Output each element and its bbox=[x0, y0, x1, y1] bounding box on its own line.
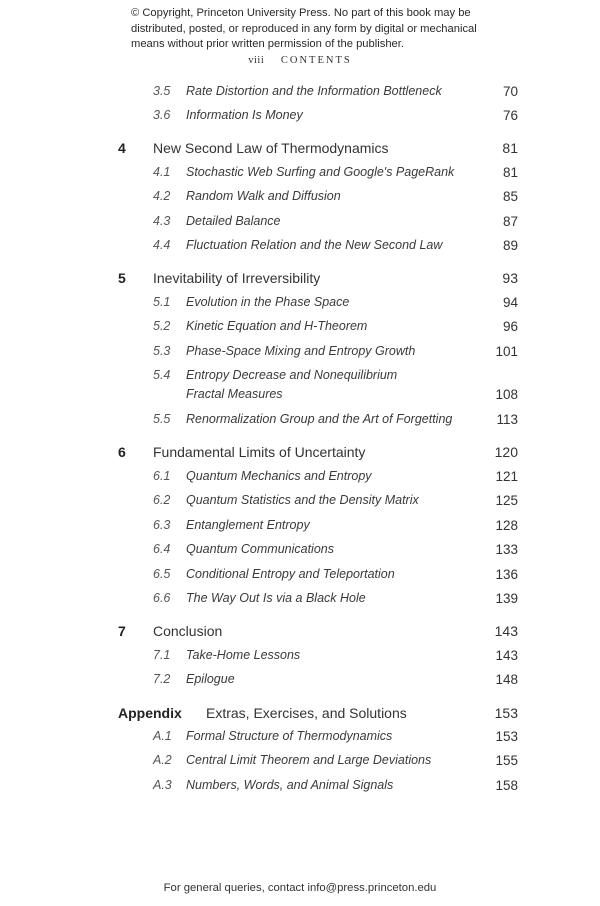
section-title: The Way Out Is via a Black Hole bbox=[186, 591, 366, 605]
section-title: Random Walk and Diffusion bbox=[186, 189, 341, 203]
toc-section-entry[interactable] bbox=[0, 165, 600, 185]
section-title: Detailed Balance bbox=[186, 214, 281, 228]
section-number: 5.5 bbox=[153, 412, 171, 426]
footer-contact: For general queries, contact info@press.princeton.edu bbox=[163, 882, 437, 894]
page-number: 70 bbox=[502, 84, 518, 99]
page-number: 143 bbox=[495, 648, 518, 663]
toc-section-entry[interactable] bbox=[0, 493, 600, 513]
section-title: Evolution in the Phase Space bbox=[186, 295, 350, 309]
section-number: 4.1 bbox=[153, 165, 171, 179]
page-number: 81 bbox=[502, 140, 518, 156]
appendix-label: Appendix bbox=[118, 705, 182, 721]
toc-section-entry[interactable] bbox=[0, 344, 600, 364]
section-title: Central Limit Theorem and Large Deviations bbox=[186, 753, 432, 767]
chapter-number: 5 bbox=[118, 270, 126, 286]
section-number: 6.2 bbox=[153, 493, 171, 507]
chapter-number: 4 bbox=[118, 140, 126, 156]
copyright-line: means without prior written permission of the publisher. bbox=[131, 38, 404, 50]
section-title: Information Is Money bbox=[186, 108, 303, 122]
section-title: Quantum Statistics and the Density Matrix bbox=[186, 493, 419, 507]
page-number: 125 bbox=[495, 493, 518, 508]
section-number: 3.6 bbox=[153, 108, 171, 122]
page-number: 89 bbox=[502, 238, 518, 253]
section-number: 5.3 bbox=[153, 344, 171, 358]
section-number: 5.1 bbox=[153, 295, 171, 309]
section-number: 4.4 bbox=[153, 238, 171, 252]
running-title: CONTENTS bbox=[280, 55, 352, 66]
section-number: 5.2 bbox=[153, 319, 171, 333]
toc-section-entry[interactable] bbox=[0, 753, 600, 773]
section-title: Entanglement Entropy bbox=[186, 518, 310, 532]
toc-section-entry[interactable] bbox=[0, 412, 600, 432]
toc-appendix-entry[interactable] bbox=[0, 705, 600, 725]
page-number: 139 bbox=[495, 591, 518, 606]
toc-section-entry[interactable] bbox=[0, 518, 600, 538]
copyright-notice bbox=[131, 6, 491, 53]
page-number: 121 bbox=[495, 469, 518, 484]
section-number: 7.2 bbox=[153, 672, 171, 686]
toc-section-entry[interactable] bbox=[0, 648, 600, 668]
page-number: 133 bbox=[495, 542, 518, 557]
toc-section-entry[interactable] bbox=[0, 189, 600, 209]
section-number: 6.4 bbox=[153, 542, 171, 556]
section-title: Renormalization Group and the Art of Forgetting bbox=[186, 412, 453, 426]
page-number: 155 bbox=[495, 753, 518, 768]
section-title: Phase-Space Mixing and Entropy Growth bbox=[186, 344, 416, 358]
section-title-continued: Fractal Measures bbox=[186, 387, 283, 401]
page-number: 143 bbox=[494, 623, 518, 639]
toc-section-entry[interactable] bbox=[0, 778, 600, 798]
page-number: 87 bbox=[502, 214, 518, 229]
page-number: 93 bbox=[502, 270, 518, 286]
section-title: Stochastic Web Surfing and Google's PageRank bbox=[186, 165, 455, 179]
page-number: 153 bbox=[495, 729, 518, 744]
page-number: 120 bbox=[494, 444, 518, 460]
toc-section-entry[interactable] bbox=[0, 368, 600, 408]
page-number: 101 bbox=[495, 344, 518, 359]
chapter-title: Inevitability of Irreversibility bbox=[153, 270, 321, 286]
copyright-line: © Copyright, Princeton University Press. No part of this book may be bbox=[131, 7, 471, 19]
section-title: Epilogue bbox=[186, 672, 235, 686]
section-title: Rate Distortion and the Information Bottleneck bbox=[186, 84, 442, 98]
page-number: 153 bbox=[494, 705, 518, 721]
toc-section-entry[interactable] bbox=[0, 672, 600, 692]
section-title: Fluctuation Relation and the New Second Law bbox=[186, 238, 443, 252]
page-number: 158 bbox=[495, 778, 518, 793]
page-number: 108 bbox=[495, 387, 518, 402]
section-title: Take-Home Lessons bbox=[186, 648, 301, 662]
toc-section-entry[interactable] bbox=[0, 469, 600, 489]
chapter-number: 6 bbox=[118, 444, 126, 460]
toc-section-entry[interactable] bbox=[0, 729, 600, 749]
section-number: 6.3 bbox=[153, 518, 171, 532]
page-number: 76 bbox=[502, 108, 518, 123]
section-number: 6.1 bbox=[153, 469, 171, 483]
page-number: 81 bbox=[502, 165, 518, 180]
toc-chapter-entry[interactable] bbox=[0, 270, 600, 290]
section-number: A.3 bbox=[153, 778, 172, 792]
section-title: Entropy Decrease and Nonequilibrium bbox=[186, 368, 398, 382]
section-number: 6.6 bbox=[153, 591, 171, 605]
section-title: Quantum Communications bbox=[186, 542, 334, 556]
toc-section-entry[interactable] bbox=[0, 214, 600, 234]
section-number: 4.2 bbox=[153, 189, 171, 203]
toc-chapter-entry[interactable] bbox=[0, 623, 600, 643]
page-number: 136 bbox=[495, 567, 518, 582]
page-number: 128 bbox=[495, 518, 518, 533]
page-number: 113 bbox=[496, 412, 518, 427]
toc-section-entry[interactable] bbox=[0, 591, 600, 611]
page-folio: viii bbox=[248, 55, 265, 66]
section-title: Kinetic Equation and H-Theorem bbox=[186, 319, 368, 333]
appendix-title: Extras, Exercises, and Solutions bbox=[206, 705, 407, 721]
page-number: 148 bbox=[495, 672, 518, 687]
page-number: 96 bbox=[502, 319, 518, 334]
chapter-title: Fundamental Limits of Uncertainty bbox=[153, 444, 366, 460]
section-title: Quantum Mechanics and Entropy bbox=[186, 469, 372, 483]
page-number: 94 bbox=[502, 295, 518, 310]
chapter-title: Conclusion bbox=[153, 623, 223, 639]
section-number: 6.5 bbox=[153, 567, 171, 581]
toc-section-entry[interactable] bbox=[0, 295, 600, 315]
running-head bbox=[0, 55, 600, 66]
section-number: A.2 bbox=[153, 753, 172, 767]
section-title: Formal Structure of Thermodynamics bbox=[186, 729, 393, 743]
toc-section-entry[interactable] bbox=[0, 319, 600, 339]
section-title: Conditional Entropy and Teleportation bbox=[186, 567, 395, 581]
toc-section-entry[interactable] bbox=[0, 108, 600, 128]
section-number: 3.5 bbox=[153, 84, 171, 98]
chapter-number: 7 bbox=[118, 623, 126, 639]
toc-section-entry[interactable] bbox=[0, 567, 600, 587]
toc-chapter-entry[interactable] bbox=[0, 140, 600, 160]
section-number: 7.1 bbox=[153, 648, 171, 662]
copyright-line: distributed, posted, or reproduced in any form by digital or mechanical bbox=[131, 22, 477, 35]
toc-section-entry[interactable] bbox=[0, 542, 600, 562]
page-number: 85 bbox=[502, 189, 518, 204]
section-number: 4.3 bbox=[153, 214, 171, 228]
toc-chapter-entry[interactable] bbox=[0, 444, 600, 464]
section-number: 5.4 bbox=[153, 368, 171, 382]
toc-section-entry[interactable] bbox=[0, 84, 600, 104]
toc-section-entry[interactable] bbox=[0, 238, 600, 258]
section-number: A.1 bbox=[153, 729, 172, 743]
chapter-title: New Second Law of Thermodynamics bbox=[153, 140, 389, 156]
section-title: Numbers, Words, and Animal Signals bbox=[186, 778, 394, 792]
